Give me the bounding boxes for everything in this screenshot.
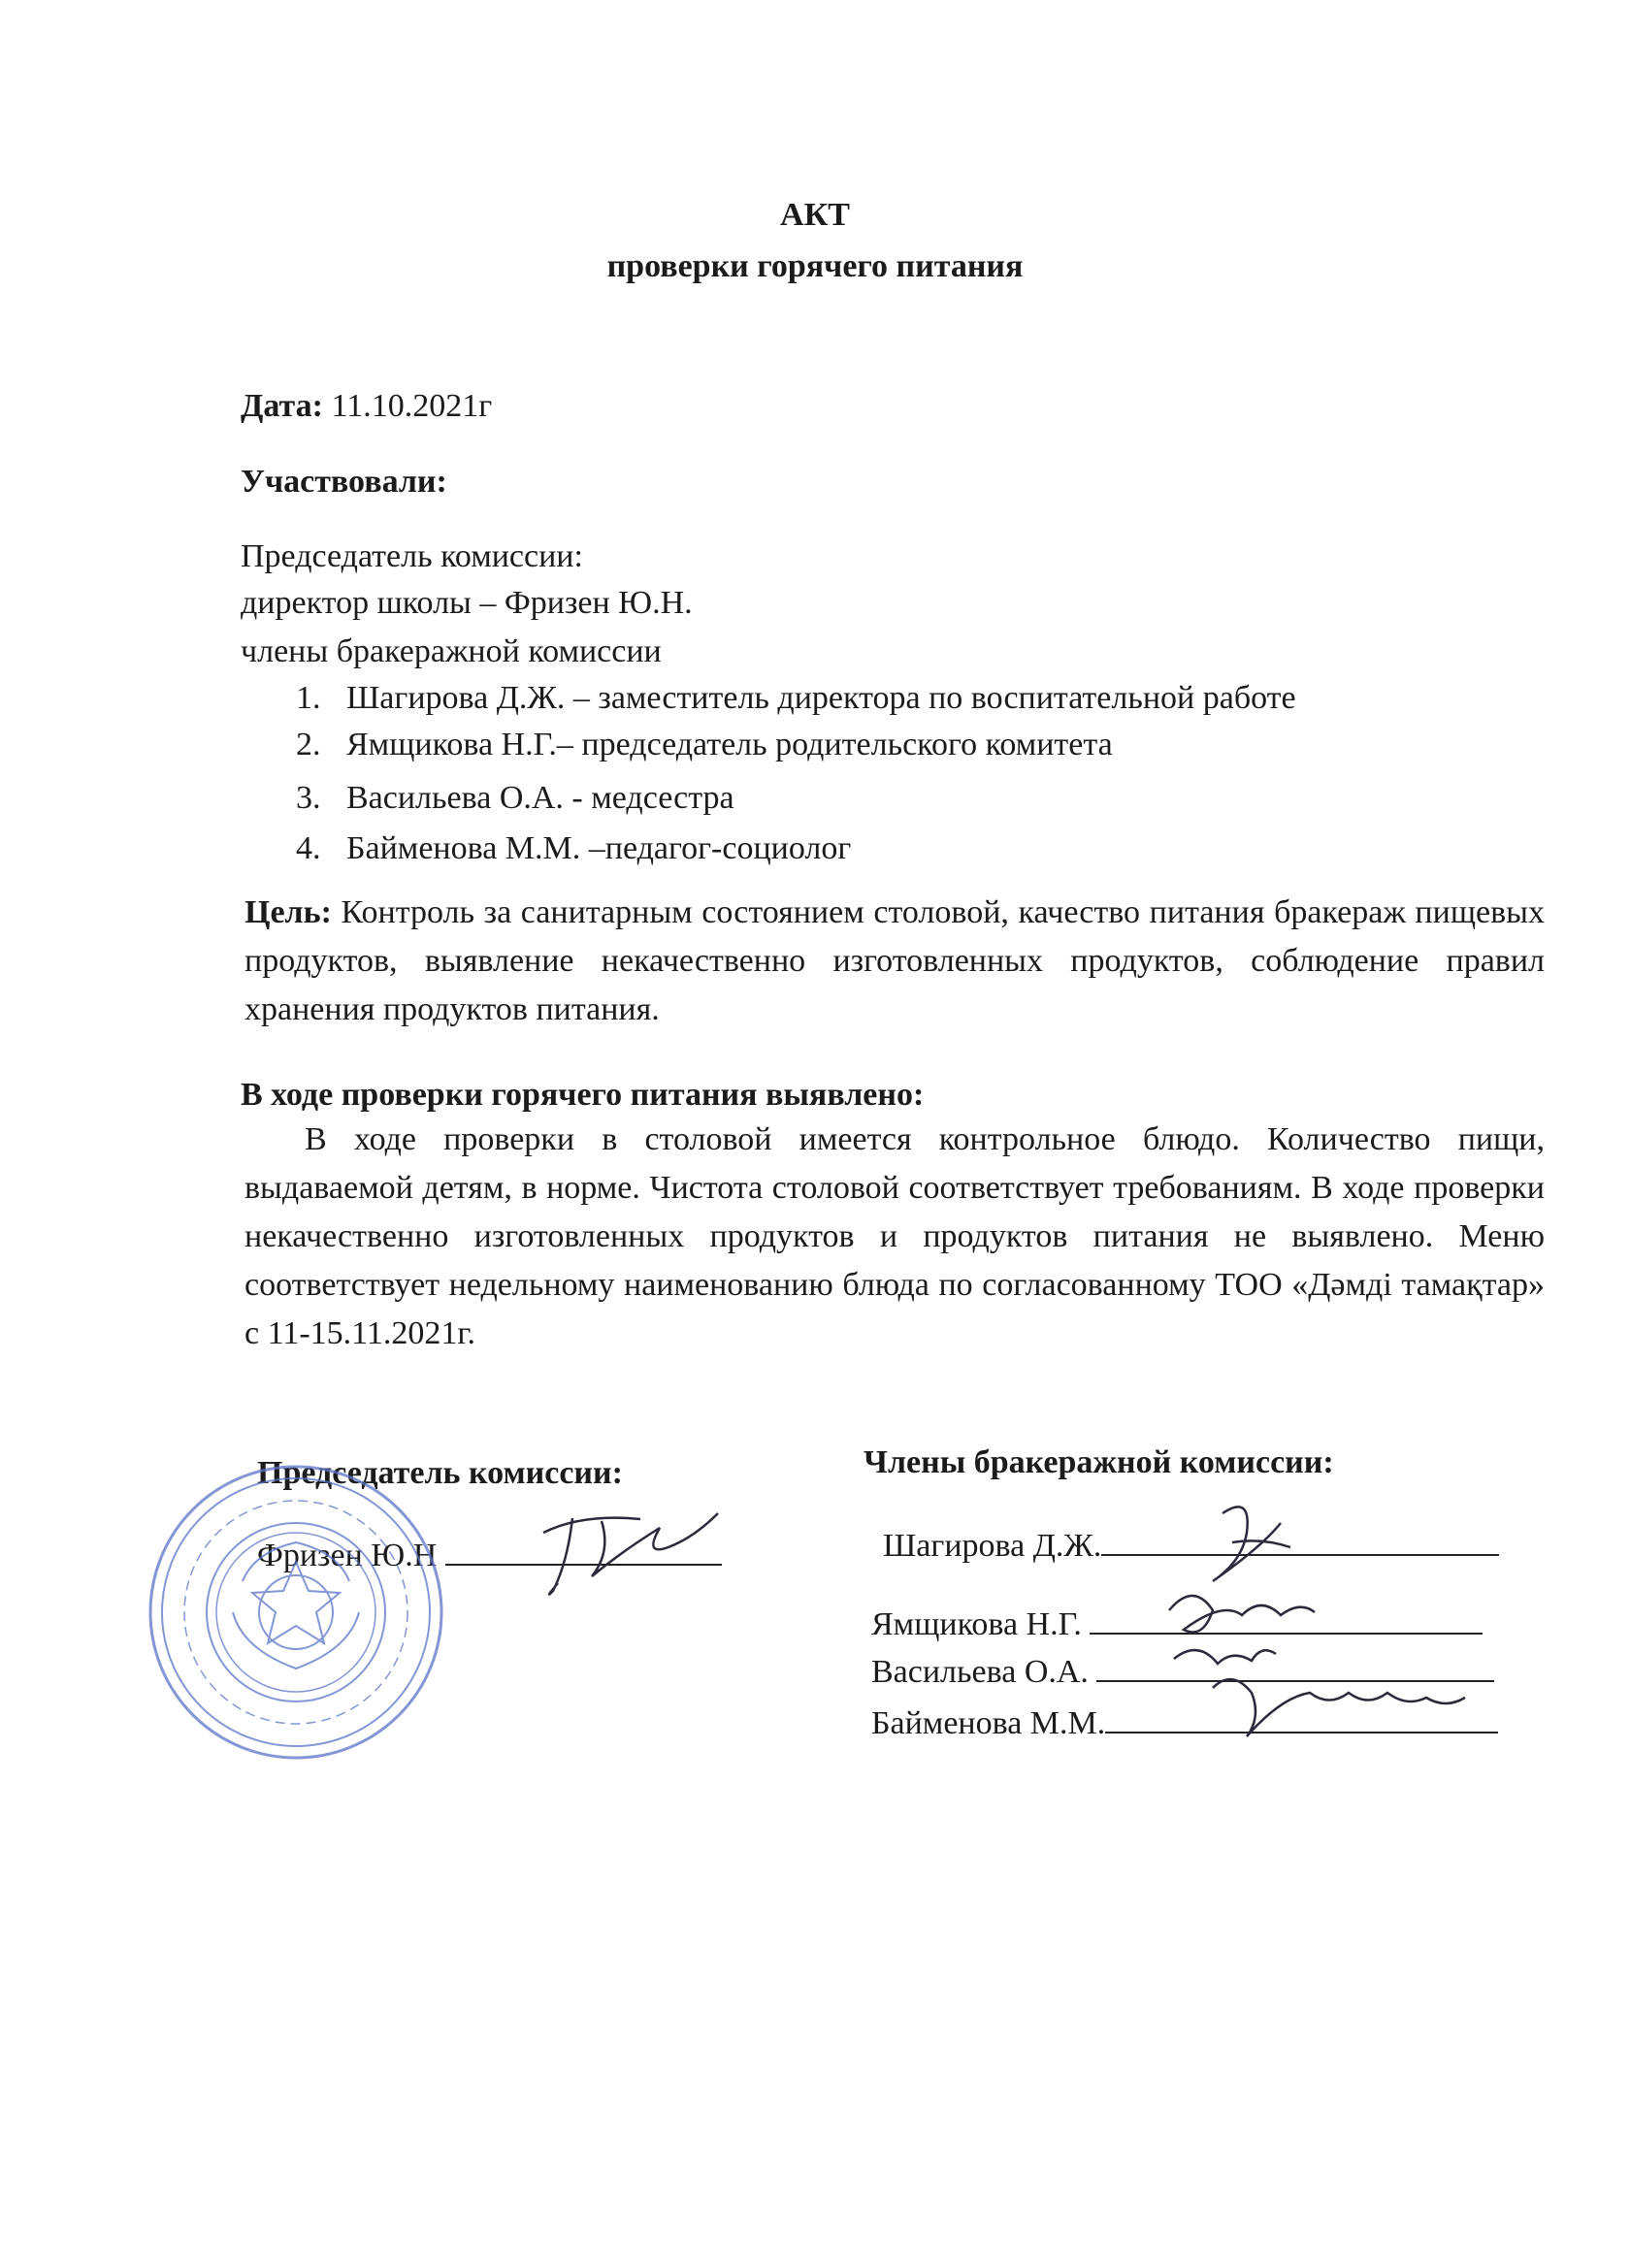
- participants-label: Участвовали:: [241, 464, 447, 500]
- signature-member-3: [1174, 1650, 1276, 1664]
- signature-member-4: [1213, 1679, 1465, 1736]
- director-line: директор школы – Фризен Ю.Н.: [241, 585, 693, 621]
- sig-member-row: Шагирова Д.Ж.: [883, 1525, 1499, 1563]
- date-label: Дата:: [241, 388, 323, 424]
- sig-member-row: Ямщикова Н.Г.: [871, 1604, 1483, 1641]
- list-item: 3. Васильева О.А. - медсестра: [296, 780, 734, 816]
- official-stamp: [150, 1467, 441, 1758]
- document-subtitle: проверки горячего питания: [606, 248, 1024, 284]
- findings-text: В ходе проверки в столовой имеется контрольное блюдо. Количество пищи, выдаваемой детям, в норме. Чистота столовой соответствует требованиям. В ходе проверки некачественно изготовленных продуктов и продуктов питания не выявлено. Меню соответствует недельному наименованию блюда по согласованному ТОО «Дәмді тамақтар» с 11-15.11.2021г.: [244, 1121, 1545, 1351]
- list-item: 1. Шагирова Д.Ж. – заместитель директора по воспитательной работе: [296, 680, 1296, 716]
- date-value: 11.10.2021г: [331, 388, 493, 424]
- findings-heading: В ходе проверки горячего питания выявлено:: [241, 1077, 925, 1113]
- sig-member-row: Васильева О.А.: [871, 1651, 1494, 1689]
- document-title: АКТ: [780, 197, 850, 233]
- sig-member-row: Байменова М.М.: [871, 1702, 1498, 1740]
- sig-chair-name: Фризен Ю.Н: [257, 1538, 438, 1573]
- list-item: 2. Ямщикова Н.Г.– председатель родительского комитета: [296, 727, 1113, 762]
- list-item: 4. Байменова М.М. –педагог-социолог: [296, 830, 852, 866]
- goal-text: Контроль за санитарным состоянием столовой, качество питания бракераж пищевых продуктов, выявление некачественно изготовленных продуктов, соблюдение правил хранения продуктов питания.: [244, 894, 1545, 1027]
- signature-member-1: [1213, 1507, 1290, 1581]
- sig-members-heading: Члены бракеражной комиссии:: [864, 1444, 1334, 1480]
- members-heading: члены бракеражной комиссии: [241, 633, 662, 669]
- goal-label: Цель:: [244, 894, 332, 930]
- signature-member-2: [1169, 1596, 1315, 1633]
- signature-chair: [543, 1513, 718, 1595]
- sig-chair-heading: Председатель комиссии:: [257, 1455, 623, 1491]
- chair-heading: Председатель комиссии:: [241, 538, 583, 574]
